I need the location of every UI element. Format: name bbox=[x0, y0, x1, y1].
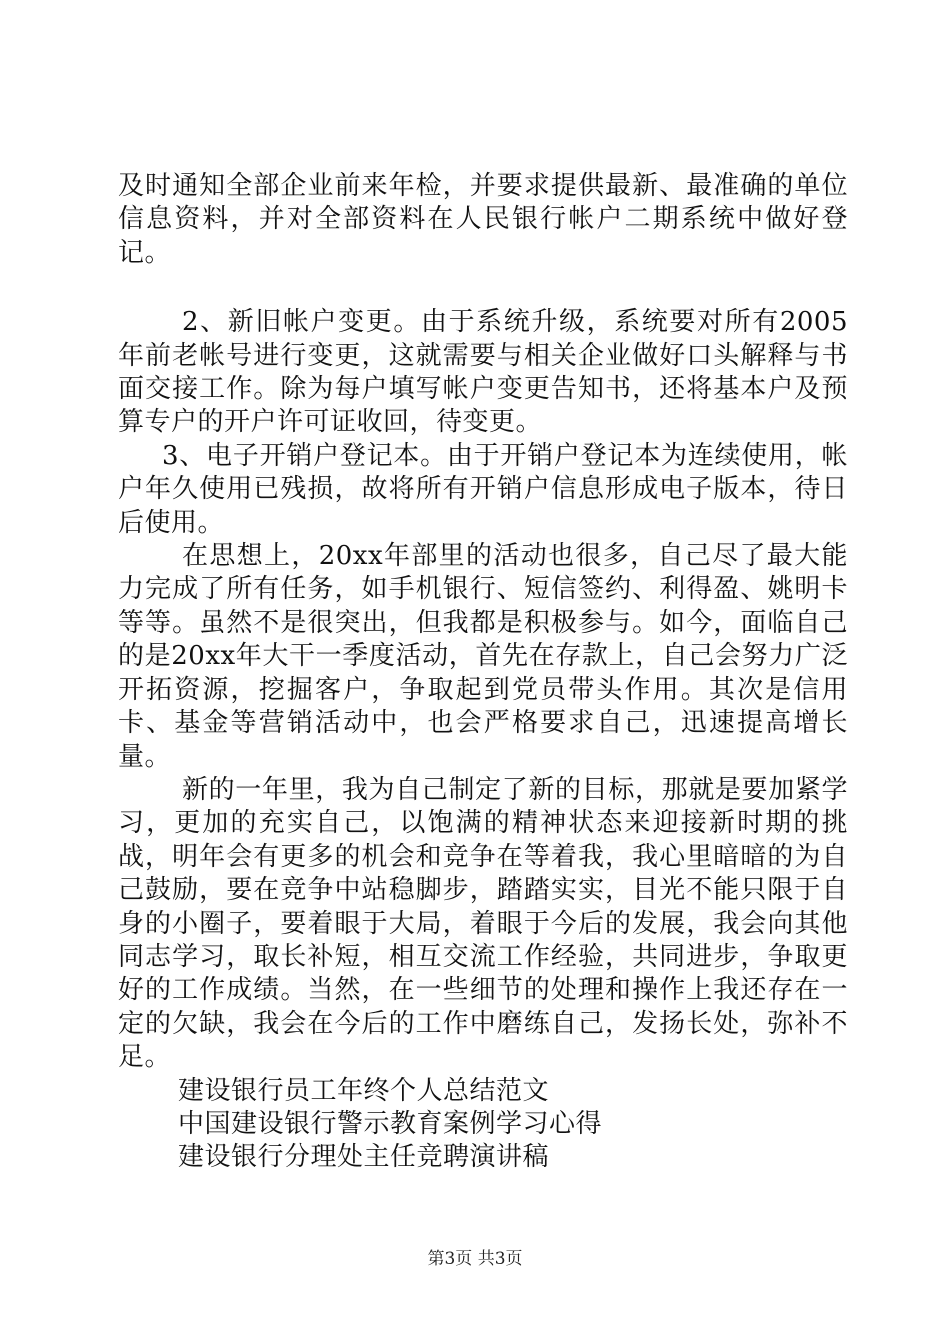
paragraph-continuation: 及时通知全部企业前来年检，并要求提供最新、最准确的单位信息资料，并对全部资料在人民银行帐户二期系统中做好登记。 bbox=[118, 171, 848, 268]
related-links-list bbox=[118, 1075, 848, 1175]
related-link[interactable]: 建设银行员工年终个人总结范文 bbox=[178, 1075, 550, 1106]
paragraph-electronic-register: 3、电子开销户登记本。由于开销户登记本为连续使用，帐户年久使用已残损，故将所有开销户信息形成电子版本，待日后使用。 bbox=[118, 440, 848, 538]
paragraph-gap bbox=[118, 270, 848, 306]
paragraph-new-year-goals: 新的一年里，我为自己制定了新的目标，那就是要加紧学习，更加的充实自己，以饱满的精神状态来迎接新时期的挑战，明年会有更多的机会和竞争在等着我，我心里暗暗的为自己鼓励，要在竞争中站稳脚步，踏踏实实，目光不能只限于自身的小圈子，要着眼于大局，着眼于今后的发展，我会向其他同志学习，取长补短，相互交流工作经验，共同进步，争取更好的工作成绩。当然，在一些细节的处理和操作上我还存在一定的欠缺，我会在今后的工作中磨练自己，发扬长处，弥补不足。 bbox=[118, 774, 848, 1073]
related-link[interactable]: 建设银行分理处主任竞聘演讲稿 bbox=[178, 1142, 550, 1173]
paragraph-account-change: 2、新旧帐户变更。由于系统升级，系统要对所有2005年前老帐号进行变更，这就需要与相关企业做好口头解释与书面交接工作。除为每户填写帐户变更告知书，还将基本户及预算专户的开户许可证收回，待变更。 bbox=[118, 307, 848, 438]
page-number-footer: 第3页 共3页 bbox=[427, 1249, 523, 1269]
document-body bbox=[118, 170, 848, 1175]
related-link[interactable]: 中国建设银行警示教育案例学习心得 bbox=[178, 1108, 603, 1139]
paragraph-ideology: 在思想上，20xx年部里的活动也很多，自己尽了最大能力完成了所有任务，如手机银行、短信签约、利得盈、姚明卡等等。虽然不是很突出，但我都是积极参与。如今，面临自己的是20xx年大干一季度活动，首先在存款上，自己会努力广泛开拓资源，挖掘客户，争取起到党员带头作用。其次是信用卡、基金等营销活动中，也会严格要求自己，迅速提高增长量。 bbox=[118, 541, 848, 772]
